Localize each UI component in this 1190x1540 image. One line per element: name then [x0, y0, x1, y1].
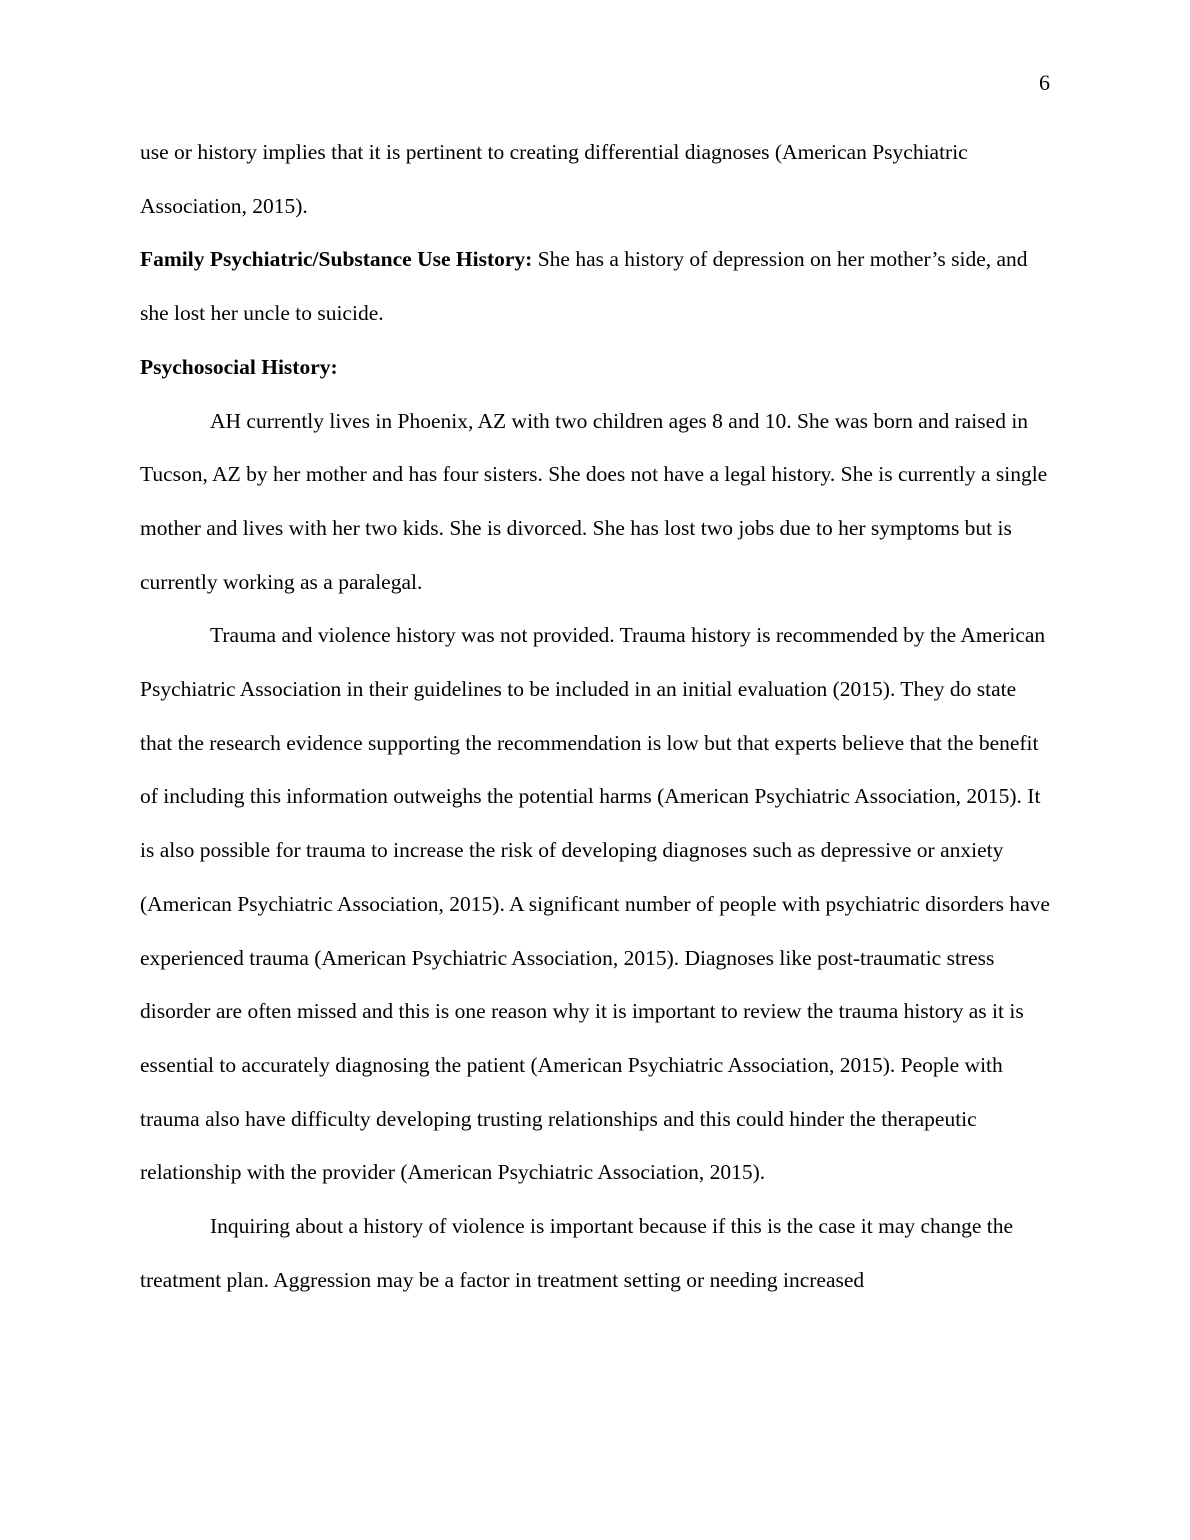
family-history-text: She has a history of depression on her mother’s side, and she lost her uncle to suicide. [140, 247, 1028, 326]
page-number: 6 [1039, 70, 1050, 95]
document-body [140, 126, 1050, 1307]
family-history-heading: Family Psychiatric/Substance Use History: [140, 247, 533, 272]
paragraph-trauma-history: Trauma and violence history was not provided. Trauma history is recommended by the American Psychiatric Association in their guidelines to be included in an initial evaluation (2015). They do state that the research evidence supporting the recommendation is low but that experts believe that the benefit of including this information outweighs the potential harms (American Psychiatric Association, 2015). It is also possible for trauma to increase the risk of developing diagnoses such as depressive or anxiety (American Psychiatric Association, 2015). A significant number of people with psychiatric disorders have experienced trauma (American Psychiatric Association, 2015). Diagnoses like post-traumatic stress disorder are often missed and this is one reason why it is important to review the trauma history as it is essential to accurately diagnosing the patient (American Psychiatric Association, 2015). People with trauma also have difficulty developing trusting relationships and this could hinder the therapeutic relationship with the provider (American Psychiatric Association, 2015). [140, 623, 1050, 1185]
paragraph-continuation: use or history implies that it is pertinent to creating differential diagnoses (American Psychiatric Association, 2015). [140, 140, 968, 218]
paragraph-violence-history: Inquiring about a history of violence is important because if this is the case it may change the treatment plan. Aggression may be a factor in treatment setting or needing increased [140, 1214, 1014, 1292]
family-history-paragraph [140, 233, 1050, 340]
paragraph-living-situation: AH currently lives in Phoenix, AZ with two children ages 8 and 10. She was born and raised in Tucson, AZ by her mother and has four sisters. She does not have a legal history. She is currently a single mother and lives with her two kids. She is divorced. She has lost two jobs due to her symptoms but is currently working as a paralegal. [140, 408, 1048, 594]
psychosocial-history-heading: Psychosocial History: [140, 354, 338, 379]
